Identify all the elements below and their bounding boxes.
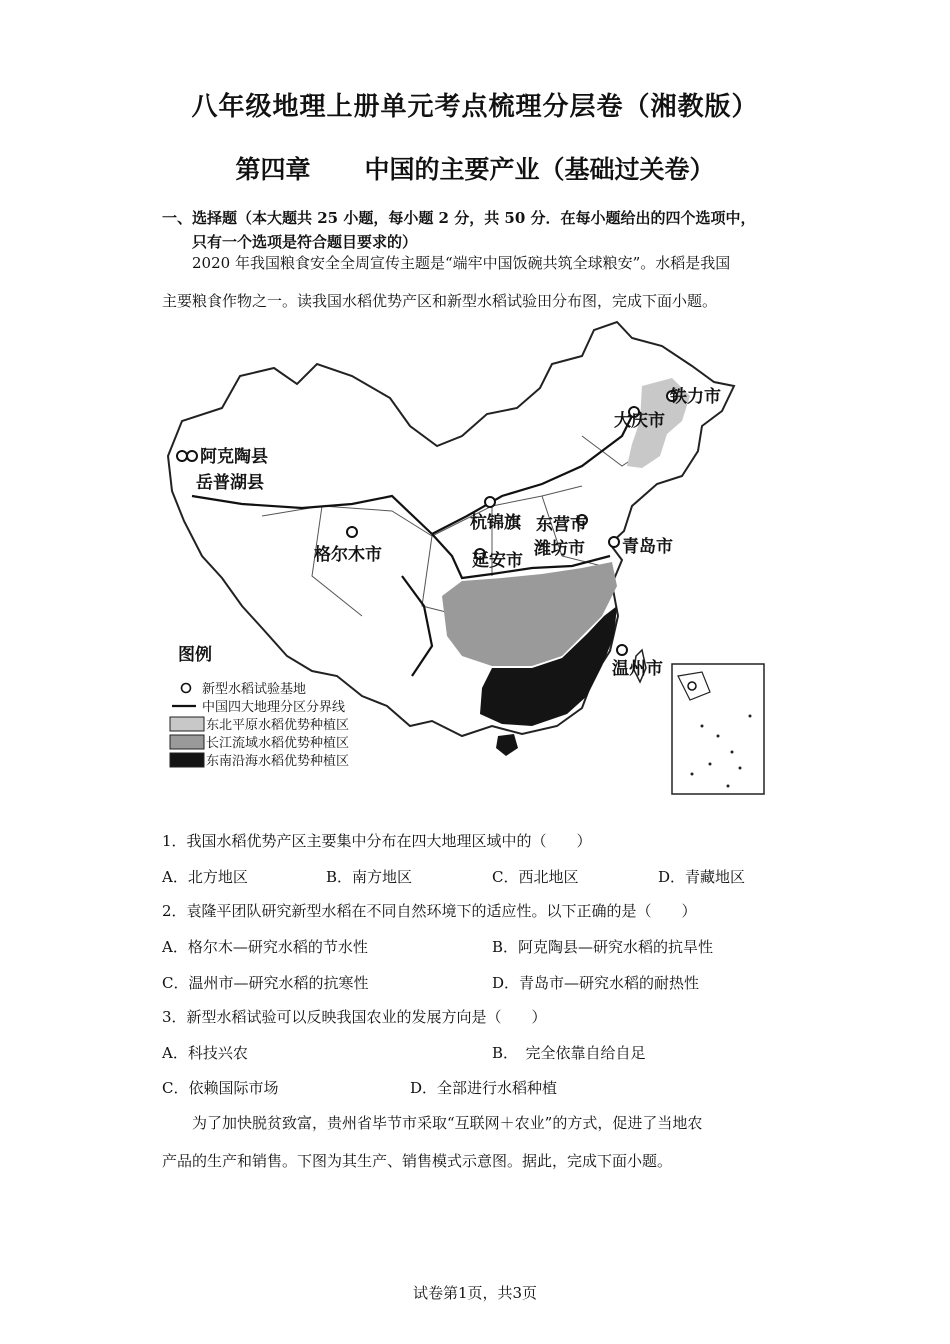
question-2-option-d[interactable]: D．青岛市—研究水稻的耐热性 [492, 974, 700, 992]
question-3-option-a[interactable]: A．科技兴农 [162, 1044, 248, 1062]
question-3-option-c[interactable]: C．依赖国际市场 [162, 1079, 279, 1097]
base-marker-golmud [347, 527, 357, 537]
question-1-option-d[interactable]: D．青藏地区 [658, 868, 746, 886]
legend-item-boundary: 中国四大地理分区分界线 [202, 700, 346, 715]
label-akto: 阿克陶县 [200, 447, 268, 467]
section-heading [162, 206, 822, 254]
legend-item-southeast: 东南沿海水稻优势种植区 [206, 754, 350, 769]
label-dongying: 东营市 [536, 515, 587, 535]
legend-item-base: 新型水稻试验基地 [202, 682, 307, 697]
label-tieli: 铁力市 [670, 387, 721, 407]
question-1-option-c[interactable]: C．西北地区 [492, 868, 579, 886]
legend-item-yangtze: 长江流域水稻优势种植区 [206, 736, 350, 751]
question-2-option-b[interactable]: B．阿克陶县—研究水稻的抗旱性 [492, 938, 714, 956]
legend-title: 图例 [178, 645, 212, 665]
base-marker-wenzhou [617, 645, 627, 655]
question-1-option-a[interactable]: A．北方地区 [162, 868, 248, 886]
question-2-stem: 2．袁隆平团队研究新型水稻在不同自然环境下的适应性。以下正确的是（ ） [162, 902, 697, 920]
chapter-heading [0, 150, 950, 186]
question-1-stem: 1．我国水稻优势产区主要集中分布在四大地理区域中的（ ） [162, 832, 592, 850]
label-wenzhou: 温州市 [612, 659, 663, 679]
chapter-number: 第四章 [235, 155, 311, 184]
intro2-line2: 产品的生产和销售。下图为其生产、销售模式示意图。据此，完成下面小题。 [162, 1152, 673, 1170]
label-qingdao: 青岛市 [622, 537, 673, 557]
intro1-line1: 2020 年我国粮食安全全周宣传主题是“端牢中国饭碗共筑全球粮安”。水稻是我国 [192, 254, 731, 272]
question-2-option-c[interactable]: C．温州市—研究水稻的抗寒性 [162, 974, 369, 992]
question-3-stem: 3．新型水稻试验可以反映我国农业的发展方向是（ ） [162, 1008, 547, 1026]
label-yanan: 延安市 [472, 551, 523, 571]
base-marker-hangjin [485, 497, 495, 507]
intro2-line1: 为了加快脱贫致富，贵州省毕节市采取“互联网＋农业”的方式，促进了当地农 [192, 1114, 703, 1132]
base-marker-qingdao [609, 537, 619, 547]
rice-distribution-map [162, 316, 774, 810]
label-hangjin: 杭锦旗 [470, 513, 521, 533]
question-3-option-b[interactable]: B． 完全依靠自给自足 [492, 1044, 646, 1062]
label-golmud: 格尔木市 [314, 545, 382, 565]
chapter-title: 中国的主要产业（基础过关卷） [364, 155, 715, 184]
intro1-line2: 主要粮食作物之一。读我国水稻优势产区和新型水稻试验田分布图，完成下面小题。 [162, 292, 718, 310]
label-weifang: 潍坊市 [534, 539, 585, 559]
question-1-option-b[interactable]: B．南方地区 [326, 868, 413, 886]
page-footer: 试卷第1页，共3页 [412, 1284, 538, 1302]
base-marker-akto [177, 451, 187, 461]
hainan-island [496, 734, 518, 756]
legend-item-northeast: 东北平原水稻优势种植区 [206, 718, 350, 733]
section-heading-line2: 只有一个选项是符合题目要求的） [192, 233, 418, 251]
question-2-option-a[interactable]: A．格尔木—研究水稻的节水性 [162, 938, 368, 956]
label-daqing: 大庆市 [614, 411, 665, 431]
label-yuepuhu: 岳普湖县 [196, 473, 264, 493]
page-title: 八年级地理上册单元考点梳理分层卷（湘教版） [191, 92, 759, 122]
question-3-option-d[interactable]: D．全部进行水稻种植 [410, 1079, 558, 1097]
base-marker-yuepuhu [187, 451, 197, 461]
section-heading-line1: 一、选择题（本大题共 25 小题，每小题 2 分，共 50 分．在每小题给出的四个选项中， [162, 209, 756, 227]
